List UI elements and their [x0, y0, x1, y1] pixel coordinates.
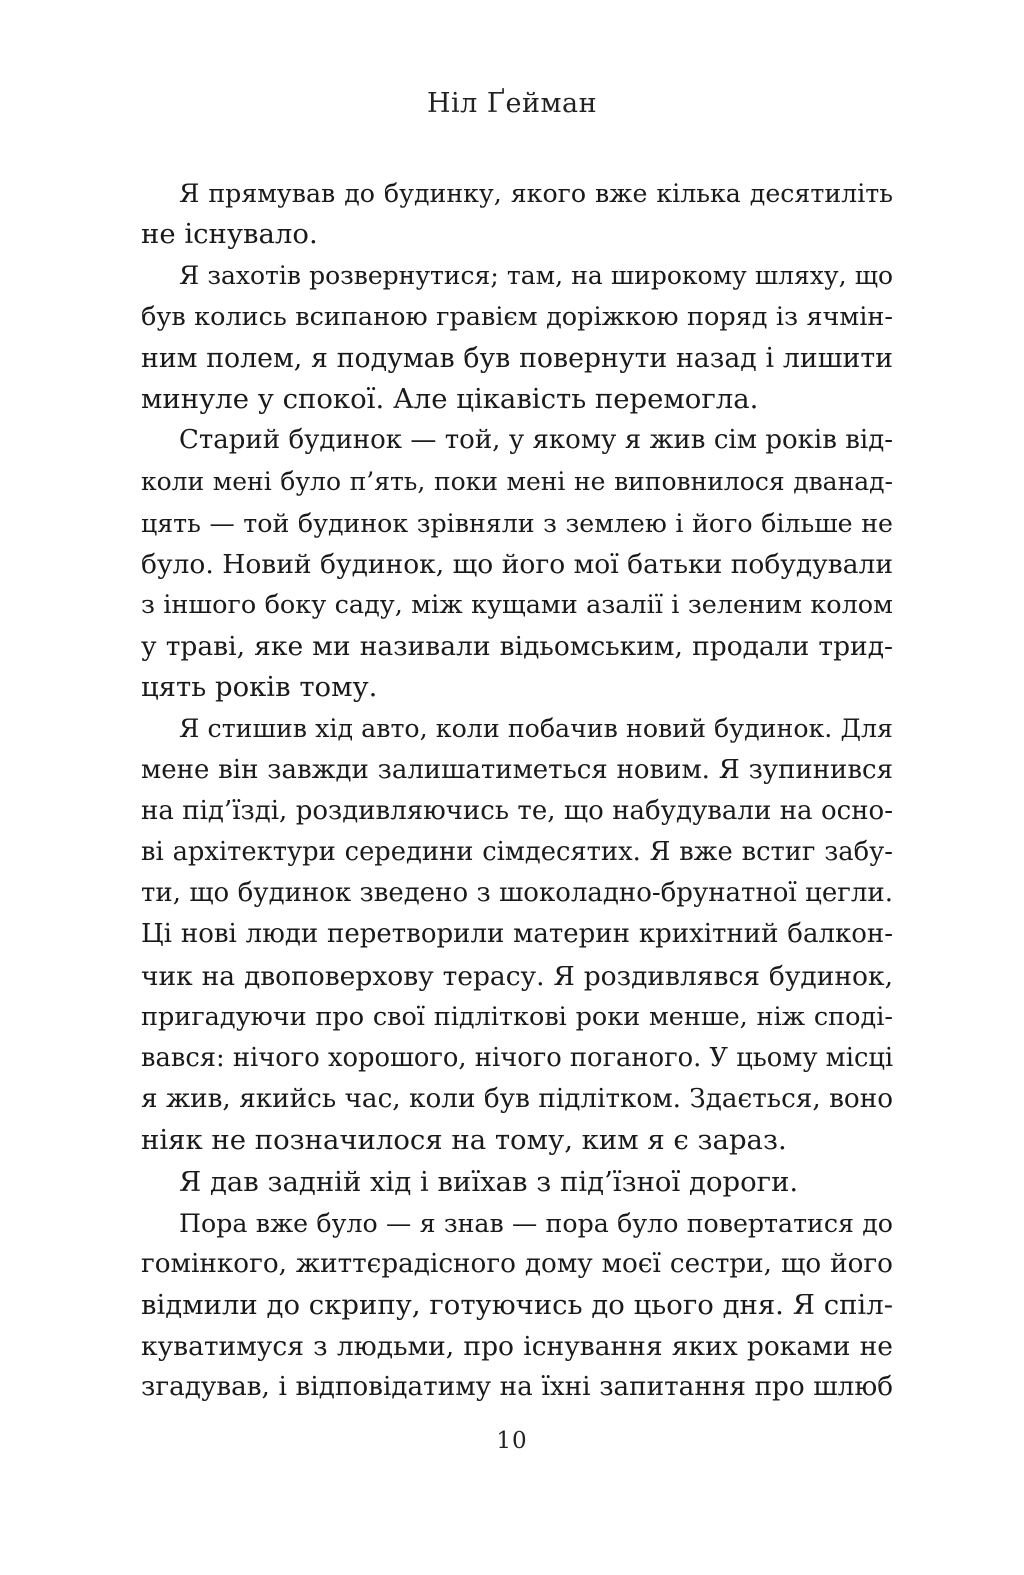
text-line: мене він завжди залишатиметься новим. Я зупинився — [141, 754, 893, 785]
text-line: ві архітектури середини сімдесятих. Я вже встиг забу- — [141, 837, 893, 867]
text-line: Я прямував до будинку, якого вже кілька десятиліть — [179, 179, 893, 208]
text-line: пригадуючи про свої підліткові роки менше, ніж сподi- — [141, 1001, 893, 1032]
text-line: відмили до скрипу, готуючись до цього дня. Я спіл- — [141, 1289, 893, 1322]
text-line: ти, що будинок зведено з шоколадно-брунатної цегли. — [141, 878, 893, 909]
page-number: 10 — [496, 1428, 528, 1454]
text-line: на під’їзді, роздивляючись те, що набудували на осно- — [141, 795, 893, 826]
text-line: ніяк не позначилося на тому, ким я є зараз. — [141, 1124, 787, 1157]
body-text — [141, 173, 893, 1409]
text-line: Я дав задній хід і виїхав з під’їзної дороги. — [179, 1165, 799, 1198]
text-line: Пора вже було — я знав — пора було повертатися до — [179, 1208, 893, 1238]
text-line: вався: нічого хорошого, нічого поганого. У цьому місці — [141, 1042, 894, 1073]
text-line: Я захотів розвернутися; там, на широкому шляху, що — [179, 261, 893, 291]
text-line: Ці нові люди перетворили материн крихітний балкон- — [141, 919, 893, 950]
text-line: Я стишив хід авто, коли побачив новий будинок. Для — [179, 714, 893, 744]
text-line: згадував, і відповідатиму на їхні запитання про шлюб — [141, 1372, 893, 1403]
text-line: коли мені було п’ять, поки мені не виповнилося дванад- — [141, 467, 893, 497]
text-line: я жив, якийсь час, коли був підлітком. Здається, воно — [141, 1084, 893, 1115]
text-line: у траві, яке ми називали відьомським, продали трид- — [141, 631, 893, 663]
text-line: ним полем, я подумав був повернути назад і лишити — [141, 342, 893, 374]
running-head-author: Ніл Ґейман — [426, 88, 598, 119]
text-line: не існувало. — [141, 218, 318, 251]
text-line: з іншого боку саду, між кущами азалії і зеленим колом — [141, 589, 893, 620]
text-line: чик на двоповерхову терасу. Я роздивлявся будинок, — [141, 960, 893, 992]
text-line: цять — той будинок зрівняли з землею і його більше не — [141, 508, 893, 538]
text-line: Старий будинок — той, у якому я жив сім років від- — [179, 425, 893, 456]
text-line: було. Новий будинок, що його мої батьки побудували — [141, 548, 893, 580]
text-line: минуле у спокої. Але цікавість перемогла. — [141, 382, 759, 415]
text-line: куватимуся з людьми, про існування яких роками не — [141, 1331, 893, 1363]
text-line: цять років тому. — [141, 671, 378, 704]
text-line: був колись всипаною гравієм доріжкою поряд із ячмін- — [141, 301, 893, 332]
text-line: гомінкого, життєрадісного дому моєї сестри, що його — [141, 1248, 893, 1279]
